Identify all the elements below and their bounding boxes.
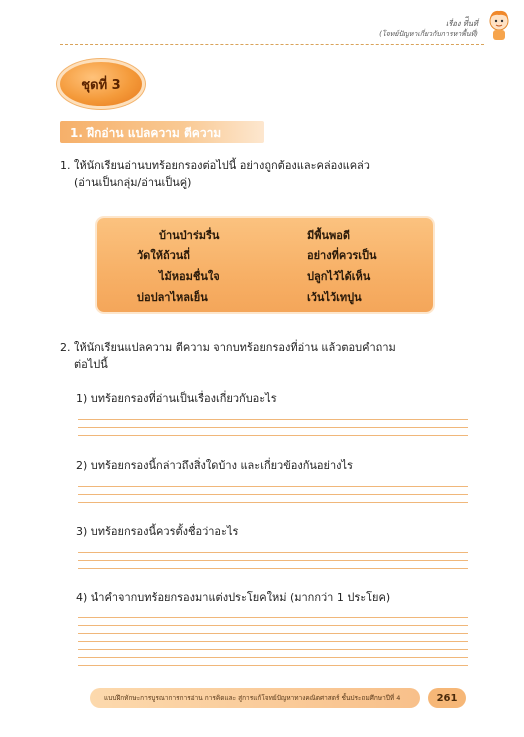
question-1-text-line2: (อ่านเป็นกลุ่ม/อ่านเป็นคู่) xyxy=(74,176,192,189)
question-1-number: 1. xyxy=(60,159,71,172)
answer-line[interactable] xyxy=(78,665,468,666)
page-header xyxy=(379,18,478,40)
question-1-text-line1: ให้นักเรียนอ่านบทร้อยกรองต่อไปนี้ อย่างถูกต้องและคล่องแคล่ว xyxy=(74,159,370,172)
footer-text: แบบฝึกทักษะการบูรณาการการอ่าน การคิดและ สู่การแก้โจทย์ปัญหาทางคณิตศาสตร์ ชั้นประถมศึกษาปีที่ 4 xyxy=(104,694,401,702)
sub-question-2: 2) บทร้อยกรองนี้กล่าวถึงสิ่งใดบ้าง และเกี่ยวข้องกันอย่างไร xyxy=(76,459,353,472)
sub-question-1: 1) บทร้อยกรองที่อ่านเป็นเรื่องเกี่ยวกับอะไร xyxy=(76,392,277,405)
poem-line: วัดให้ถ้วนถี่ xyxy=(137,249,190,262)
header-topic: เรื่อง ที่ีนที่ xyxy=(445,19,478,28)
poem-line: ปลูกไว้ได้เห็น xyxy=(307,270,371,283)
poem-line: บ้านป่าร่มรื่น xyxy=(159,229,220,242)
answer-line[interactable] xyxy=(78,560,468,561)
answer-line[interactable] xyxy=(78,552,468,553)
section-title-bar xyxy=(60,121,264,143)
set-badge xyxy=(60,62,142,106)
answer-line[interactable] xyxy=(78,633,468,634)
poem-box xyxy=(97,218,433,312)
footer-banner xyxy=(90,688,420,708)
page-number: 261 xyxy=(436,692,458,704)
poem-line: ไม้หอมชื่นใจ xyxy=(159,270,220,283)
header-subtopic: (โจทย์ปัญหาเกี่ยวกับการหาพื้นที่) xyxy=(379,30,478,38)
question-2-number: 2. xyxy=(60,341,71,354)
page-number-badge xyxy=(428,688,466,708)
set-badge-label: ชุดที่ 3 xyxy=(81,77,121,93)
question-2-text-line1: ให้นักเรียนแปลความ ตีความ จากบทร้อยกรองที่อ่าน แล้วตอบคำถาม xyxy=(74,341,396,354)
answer-line[interactable] xyxy=(78,617,468,618)
poem-line: เว้นไว้เทปูน xyxy=(307,291,362,304)
mascot-icon xyxy=(484,8,514,42)
answer-line[interactable] xyxy=(78,502,468,503)
answer-line[interactable] xyxy=(78,494,468,495)
answer-line[interactable] xyxy=(78,435,468,436)
sub-question-4: 4) นำคำจากบทร้อยกรองมาแต่งประโยคใหม่ (มากกว่า 1 ประโยค) xyxy=(76,591,391,604)
answer-line[interactable] xyxy=(78,568,468,569)
answer-line[interactable] xyxy=(78,657,468,658)
answer-line[interactable] xyxy=(78,419,468,420)
sub-question-3: 3) บทร้อยกรองนี้ควรตั้งชื่อว่าอะไร xyxy=(76,525,239,538)
poem-line: อย่างที่ควรเป็น xyxy=(307,249,377,262)
poem-line: มีพื้นพอดี xyxy=(307,229,351,242)
answer-line[interactable] xyxy=(78,641,468,642)
header-divider xyxy=(60,44,484,45)
answer-line[interactable] xyxy=(78,427,468,428)
answer-line[interactable] xyxy=(78,625,468,626)
question-2-text-line2: ต่อไปนี้ xyxy=(74,358,108,371)
question-2 xyxy=(60,339,480,373)
poem-line: บ่อปลาไหลเย็น xyxy=(137,291,208,304)
question-1 xyxy=(60,157,480,191)
answer-line[interactable] xyxy=(78,486,468,487)
answer-line[interactable] xyxy=(78,649,468,650)
section-title: 1. ฝึกอ่าน แปลความ ตีความ xyxy=(70,126,222,140)
